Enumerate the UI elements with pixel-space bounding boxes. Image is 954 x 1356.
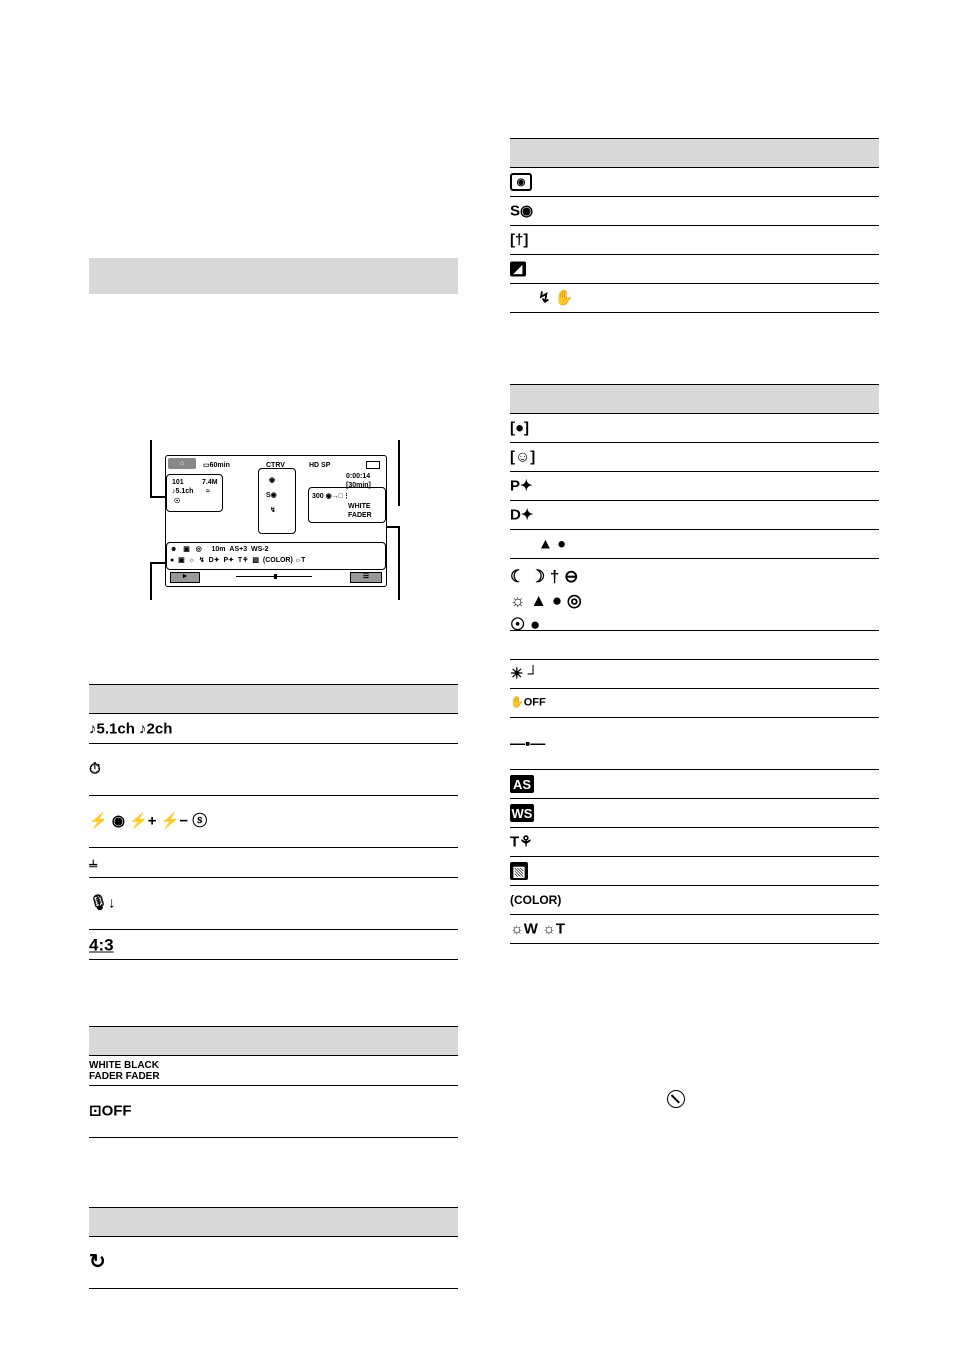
callout-box-center <box>258 468 296 534</box>
manual-settings-icons: ▲ ● <box>538 535 567 553</box>
table-row <box>510 197 879 226</box>
audio-channels-icon: ♪5.1ch ♪2ch <box>89 720 173 737</box>
bottom-icons-row1: ☻ ▣ ◎ 10m AS+3 WS-2 <box>170 546 269 553</box>
audio-indicator: ♪5.1ch <box>172 488 194 495</box>
table-row <box>510 799 879 828</box>
leader-line-left-bottom-h <box>150 562 166 564</box>
table-header <box>89 1026 458 1056</box>
mic-level-icon: 🎙↓ <box>89 894 116 912</box>
table-row <box>510 255 879 284</box>
bottom-icons-row2: ● ▣ ☼ ↯ D✦ P✦ T⚘ ▧ (COLOR) ☼T <box>170 557 306 564</box>
fader-label: FADER <box>348 512 372 519</box>
steadyshot-off-icon: ✋OFF <box>510 696 546 709</box>
table-row <box>510 168 879 197</box>
leader-line-left-top <box>150 440 152 497</box>
table-row <box>510 689 879 718</box>
wireless-icon: ⫨ <box>89 854 98 871</box>
image-size-indicator: 7.4M <box>202 479 218 486</box>
table-row <box>510 718 879 770</box>
playback-button[interactable]: ► <box>170 572 200 583</box>
zoom-bar-icon: —▪— <box>510 735 546 752</box>
wind-noise-icon: WS <box>511 805 533 821</box>
table-row <box>89 848 458 878</box>
table-header <box>89 1207 458 1237</box>
spot-meter-icon: S◉ <box>266 492 277 499</box>
table-header <box>510 384 879 414</box>
color-slow-shutter-icon: (COLOR) <box>510 893 562 907</box>
table-display-indicators <box>89 684 458 960</box>
guide-frame-icon: ◢ <box>510 262 526 277</box>
self-timer-icon: ⏱ <box>89 760 101 778</box>
table-row <box>510 472 879 501</box>
steadyshot-off-icon: ↯ <box>270 507 276 514</box>
table-row <box>510 770 879 799</box>
table-row <box>510 828 879 857</box>
leader-line-right-top <box>398 440 400 506</box>
table-row <box>510 501 879 530</box>
table-header <box>510 138 879 168</box>
table-center-indicators <box>510 138 879 313</box>
ctrv-indicator: CTRV <box>266 462 285 469</box>
table-playback <box>89 1207 458 1289</box>
fader-labels: WHITE BLACK FADER FADER <box>89 1059 160 1082</box>
spot-meter-icon: ◉ <box>510 173 532 191</box>
prohibited-icon <box>667 1090 685 1108</box>
table-row <box>510 284 879 313</box>
auto-slow-shutter-icon: AS <box>510 775 534 793</box>
media-icon <box>366 461 380 469</box>
leader-line-right-bottom <box>398 526 400 600</box>
table-row <box>89 796 458 848</box>
zebra-icon: ▧ <box>510 862 528 880</box>
home-icon[interactable]: ⌂ <box>168 458 196 469</box>
smile-shutter-icon: [☺] <box>510 448 536 466</box>
table-row <box>510 530 879 559</box>
photo-count: 300 ◉→□⋮ <box>312 493 350 500</box>
table-row <box>510 226 879 255</box>
white-label: WHITE <box>348 503 371 510</box>
table-header <box>89 684 458 714</box>
table-row <box>89 1056 458 1086</box>
white-balance-icons: ☀ ┘ <box>510 665 539 683</box>
digital-effect-icon: D✦ <box>510 506 534 524</box>
time-counter: 0:00:14 <box>346 473 371 480</box>
conversion-lens-icons: ☼W ☼T <box>510 920 565 938</box>
flash-icons: ⚡ ◉ ⚡+ ⚡− ⓢ <box>89 812 208 830</box>
table-row <box>510 443 879 472</box>
table-row <box>89 1237 458 1289</box>
table-row <box>89 714 458 744</box>
table-row <box>510 857 879 886</box>
options-button[interactable]: ☰ <box>350 572 382 583</box>
remaining-time: [30min] <box>346 482 371 489</box>
table-row <box>510 886 879 915</box>
quality-indicator: HD SP <box>309 462 331 469</box>
aspect-ratio-icon: 4:3 <box>89 935 114 954</box>
picture-effect-icon: P✦ <box>510 477 533 495</box>
repeat-icon: ↻ <box>89 1251 106 1273</box>
table-row <box>510 559 879 634</box>
table-fader <box>89 1026 458 1138</box>
spot-focus-icon: S◉ <box>510 202 534 220</box>
table-row <box>89 744 458 796</box>
wireless-icon: ≈ <box>206 488 210 495</box>
camera-icon: ◉ <box>269 477 276 484</box>
table-row <box>510 660 879 689</box>
folder-indicator: 101 <box>172 479 184 486</box>
face-detection-icon: [●] <box>510 419 530 437</box>
leader-line-left-bottom <box>150 562 152 600</box>
tele-macro-icon: T⚘ <box>510 833 533 851</box>
table-row <box>89 878 458 930</box>
section-heading-band <box>89 258 458 294</box>
table-bottom-indicators <box>510 384 879 944</box>
table-row <box>510 915 879 944</box>
lcd-screen <box>165 455 387 587</box>
table-row <box>510 414 879 443</box>
table-row <box>510 631 879 660</box>
zoom-slider-knob[interactable] <box>274 574 277 579</box>
battery-indicator: ▭60min <box>203 462 230 469</box>
flash-off-icon: ☉ <box>174 498 181 505</box>
low-lux-icon: [†] <box>510 231 529 249</box>
table-row <box>89 1086 458 1138</box>
lcd-backlight-off-icon: ⊡OFF <box>89 1102 132 1120</box>
scene-selection-icons: ☾ ☽ † ⊖ ☼ ▲ ● ◎ ☉ ● <box>510 567 582 634</box>
warning-icons: ↯ ✋ <box>538 289 574 307</box>
table-row <box>89 930 458 960</box>
